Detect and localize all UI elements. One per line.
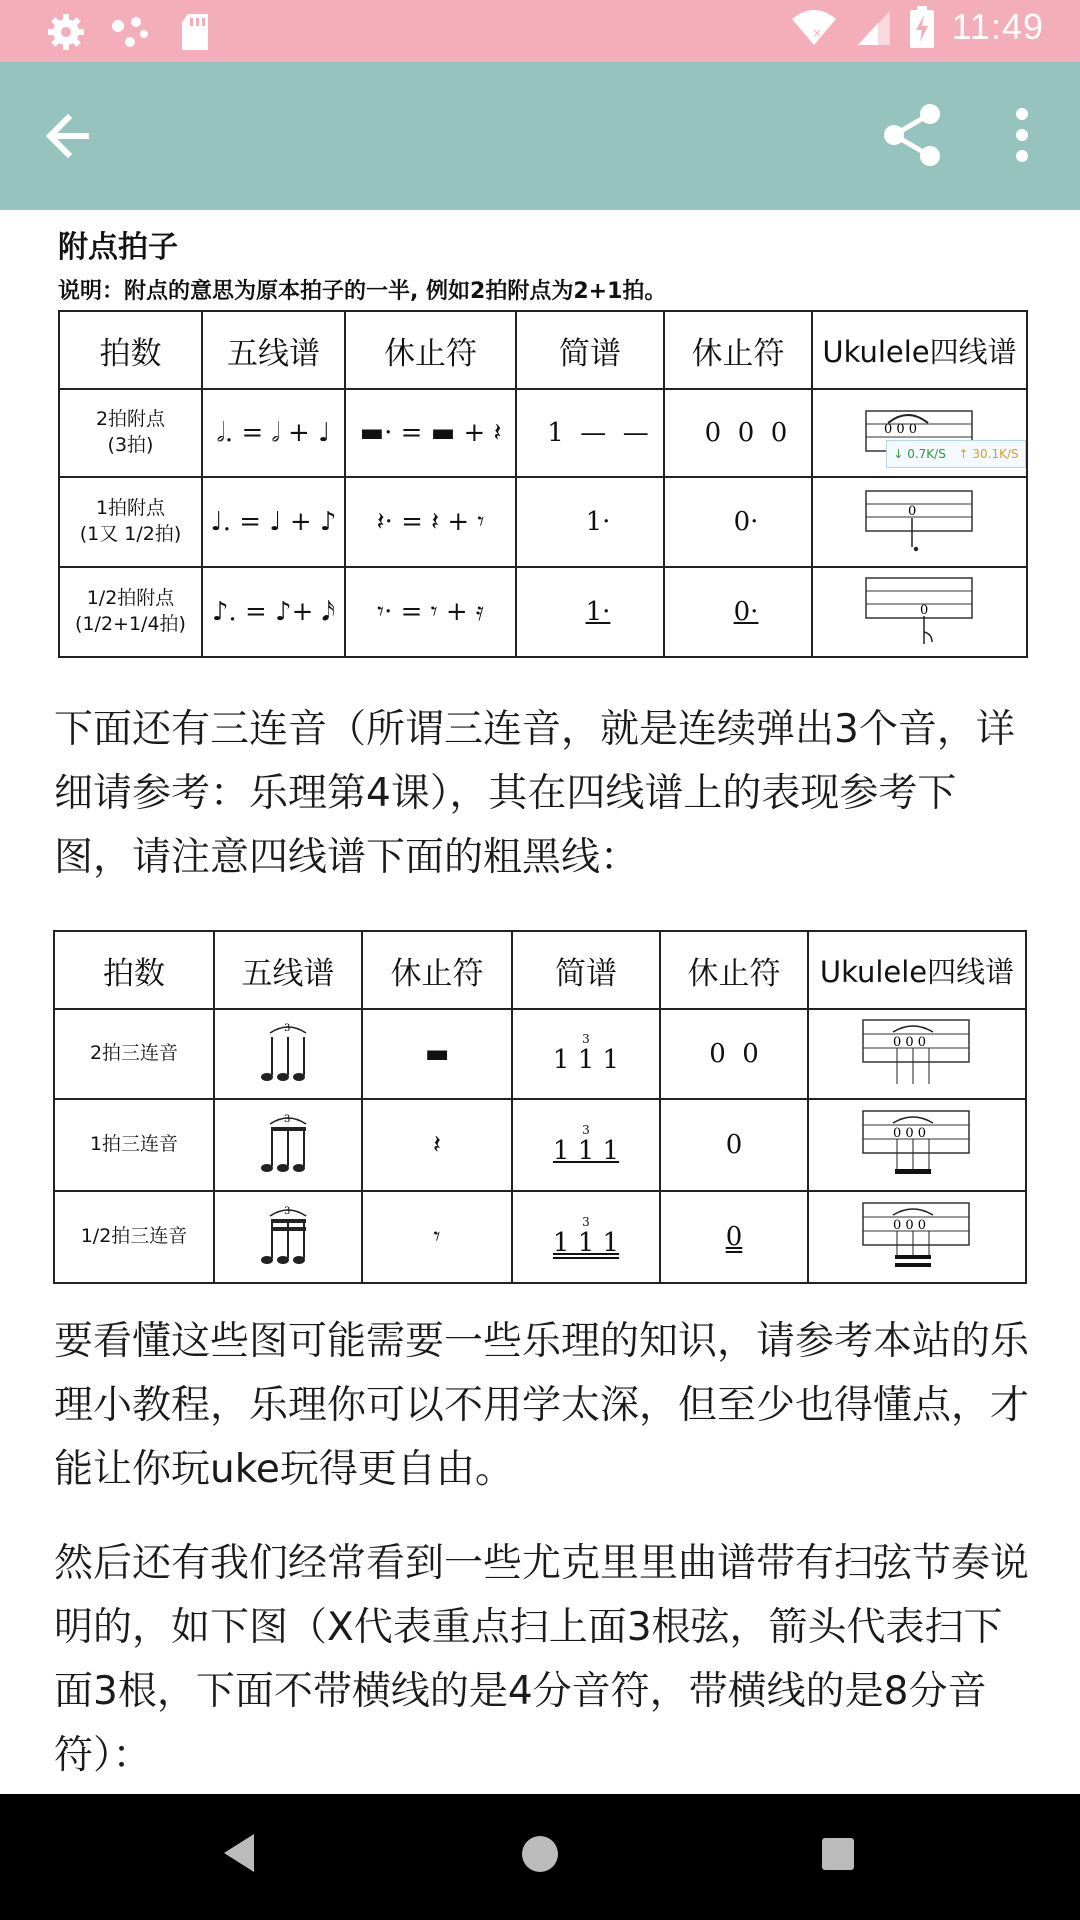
svg-text:0 0 0: 0 0 0 [893,1218,927,1233]
staff-notation-cell [214,1191,362,1283]
rest-notation-cell: 𝄽· = 𝄽 + 𝄾 [345,477,516,567]
tab-staff-icon [860,485,980,555]
jianpu-cell: 1· [516,477,664,567]
battery-charging-icon [910,6,934,48]
jianpu-rest-cell: 0· [664,567,812,657]
table-row [59,477,1027,567]
figure1-title: 附点拍子 [58,230,178,265]
staff-notation-cell: ♩. = ♩ + ♪ [202,477,345,567]
jianpu-rest-cell: 0 0 [660,1009,808,1099]
header-rest: 休止符 [345,311,516,389]
header-jianpu-rest: 休止符 [664,311,812,389]
nav-home-icon[interactable] [522,1836,558,1872]
svg-text:0: 0 [919,603,928,618]
rest-notation-cell: 𝄾 [362,1191,512,1283]
svg-text:×: × [811,26,822,40]
beat-cell: 1拍附点 (1又 1/2拍) [59,477,202,567]
sixteenth-note-triplet-icon [256,1202,320,1268]
article-content[interactable] [0,210,1080,1794]
jianpu-cell: 3 1 1 1 [512,1009,660,1099]
jianpu-rest-cell: 0 [660,1191,808,1283]
beat-cell: 1拍三连音 [54,1099,214,1191]
tab-staff-icon [857,1014,977,1090]
network-speed-badge [886,440,1026,468]
header-beat: 拍数 [59,311,202,389]
rest-notation-cell: ▬· = ▬ + 𝄽 [345,389,516,477]
status-icons-left [46,12,212,52]
rest-notation-cell: 𝄾· = 𝄾 + 𝄿 [345,567,516,657]
nav-back-icon[interactable] [222,1832,258,1874]
signal-icon [856,7,892,47]
tab-staff-icon [860,572,980,648]
nav-recents-icon[interactable] [822,1838,854,1870]
header-rest: 休止符 [362,931,512,1009]
jianpu-cell: 1 — — [516,389,664,477]
beat-cell: 2拍附点 (3拍) [59,389,202,477]
jianpu-rest-cell: 0 [660,1099,808,1191]
table-row [54,1191,1026,1283]
staff-notation-cell: 𝅗𝅥. = 𝅗𝅥 + ♩ [202,389,345,477]
status-bar [0,0,1080,62]
jianpu-cell: 3 1 1 1 [512,1099,660,1191]
svg-text:0: 0 [907,504,916,519]
ukulele-tab-cell [808,1099,1026,1191]
header-ukulele-tab: Ukulele四线谱 [808,931,1026,1009]
figure1-description: 说明：附点的意思为原本拍子的一半, 例如2拍附点为2+1拍。 [58,279,667,304]
tab-staff-icon [857,1105,977,1181]
svg-text:3: 3 [284,1206,291,1217]
header-staff: 五线谱 [202,311,345,389]
header-beat: 拍数 [54,931,214,1009]
header-ukulele-tab: Ukulele四线谱 [812,311,1027,389]
download-speed: ↓ 0.7K/S [893,447,946,461]
beat-cell: 1/2拍三连音 [54,1191,214,1283]
jianpu-cell: 3 1 1 1 [512,1191,660,1283]
header-jianpu: 简谱 [516,311,664,389]
paragraph-strum-intro: 然后还有我们经常看到一些尤克里里曲谱带有扫弦节奏说明的，如下图（X代表重点扫上面3根弦，箭头代表扫下面3根，下面不带横线的是4分音符，带横线的是8分音符）： [54,1541,1030,1778]
paragraph-theory-note: 要看懂这些图可能需要一些乐理的知识，请参考本站的乐理小教程，乐理你可以不用学太深，但至少也得懂点，才能让你玩uke玩得更自由。 [54,1319,1030,1492]
gear-icon [46,12,86,52]
navigation-bar [0,1794,1080,1920]
svg-text:0 0 0: 0 0 0 [883,422,917,437]
svg-text:0 0 0: 0 0 0 [893,1126,927,1141]
table-row [54,1009,1026,1099]
ukulele-tab-cell [808,1009,1026,1099]
ukulele-tab-cell [808,1191,1026,1283]
beat-cell: 2拍三连音 [54,1009,214,1099]
ukulele-tab-cell [812,477,1027,567]
dotted-note-table [58,310,1028,658]
jianpu-rest-cell: 0· [664,477,812,567]
beat-cell: 1/2拍附点 (1/2+1/4拍) [59,567,202,657]
more-vert-icon[interactable] [1000,102,1044,168]
tab-staff-icon [857,1197,977,1273]
wifi-icon [790,7,838,47]
header-staff: 五线谱 [214,931,362,1009]
status-time: 11:49 [951,6,1044,47]
rest-notation-cell: ▬ [362,1009,512,1099]
table-row [54,1099,1026,1191]
staff-notation-cell [214,1009,362,1099]
dots-icon [110,12,154,52]
status-icons-right [790,6,1044,48]
staff-notation-cell [214,1099,362,1191]
ukulele-tab-cell [812,567,1027,657]
sd-card-icon [178,12,212,52]
staff-notation-cell: ♪. = ♪+ 𝅘𝅥𝅯 [202,567,345,657]
jianpu-cell: 1· [516,567,664,657]
table-row [59,567,1027,657]
jianpu-rest-cell: 0 0 0 [664,389,812,477]
header-jianpu-rest: 休止符 [660,931,808,1009]
upload-speed: ↑ 30.1K/S [958,447,1019,461]
eighth-note-triplet-icon [256,1110,320,1176]
back-arrow-icon[interactable] [40,106,100,166]
half-note-triplet-icon [256,1019,320,1085]
triplet-table [53,930,1027,1284]
svg-text:0 0 0: 0 0 0 [893,1035,927,1050]
table-row [59,389,1027,477]
svg-text:3: 3 [284,1114,291,1125]
paragraph-triplets: 下面还有三连音（所谓三连音，就是连续弹出3个音，详细请参考：乐理第4课），其在四线谱上的表现参考下图，请注意四线谱下面的粗黑线： [54,707,1015,880]
header-jianpu: 简谱 [512,931,660,1009]
rest-notation-cell: 𝄽 [362,1099,512,1191]
share-icon[interactable] [880,102,946,168]
svg-text:3: 3 [284,1023,291,1034]
app-bar [0,62,1080,210]
